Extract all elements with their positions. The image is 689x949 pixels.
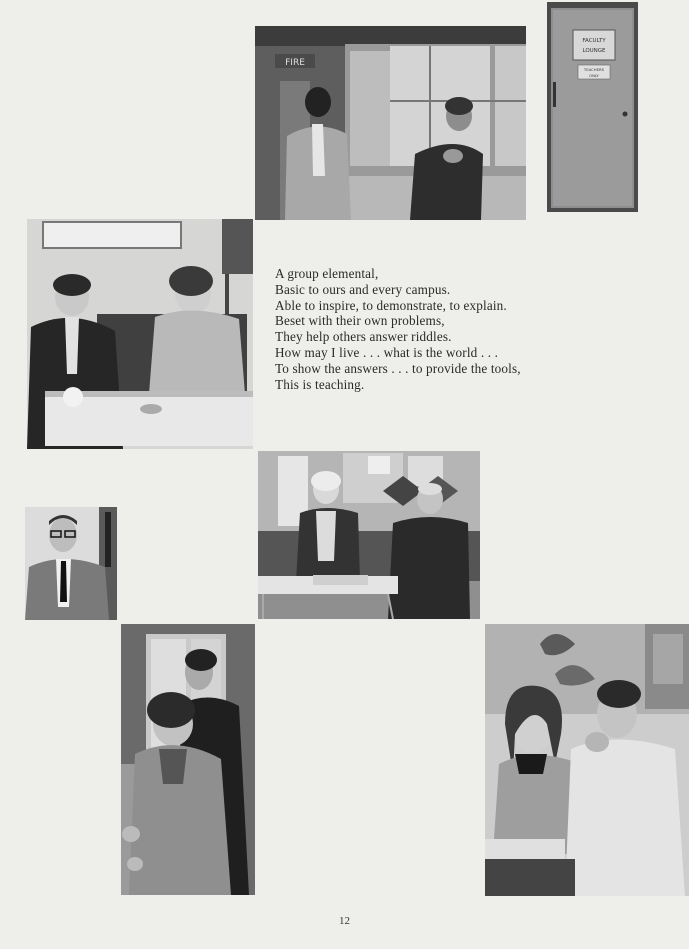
poem-line: Able to inspire, to demonstrate, to explain. (275, 297, 507, 313)
photo-couple-on-couch (27, 219, 253, 449)
lounge-sign-text: LOUNGE (582, 48, 606, 54)
photo-seated-teachers (485, 624, 689, 896)
teachers-sign-text: TEACHERS (583, 67, 605, 72)
photo-faculty-lounge-door (547, 2, 638, 212)
poem-line: Basic to ours and every campus. (275, 281, 451, 297)
poem-line: How may I live . . . what is the world . . . (275, 344, 499, 360)
photo-lounge-conversation (258, 451, 480, 619)
poem-line: They help others answer riddles. (275, 329, 452, 345)
faculty-sign-text: FACULTY (582, 38, 606, 44)
poem-line: Beset with their own problems, (275, 313, 445, 329)
poem-line: This is teaching. (275, 376, 365, 392)
photo-woman-and-student-doorway (121, 624, 255, 895)
poem-line: A group elemental, (275, 266, 379, 281)
page-number: 12 (339, 915, 350, 927)
photo-man-with-glasses-portrait (25, 507, 117, 620)
photo-two-men-by-window (255, 26, 526, 220)
fire-sign-text: FIRE (285, 58, 305, 68)
poem-text-block (275, 266, 635, 392)
only-sign-text: ONLY (589, 73, 599, 78)
poem-line: To show the answers . . . to provide the tools, (275, 360, 521, 376)
